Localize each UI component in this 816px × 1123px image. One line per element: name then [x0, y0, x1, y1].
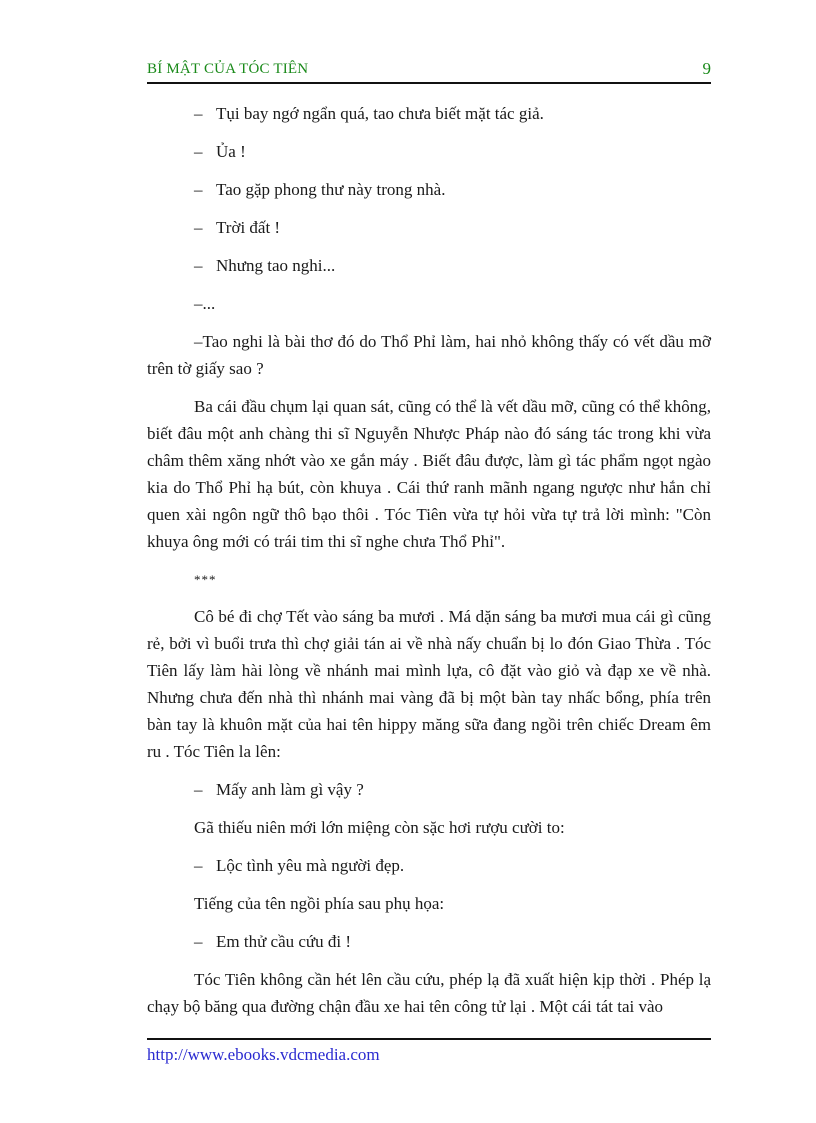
dialogue-line — [194, 138, 711, 165]
dialogue-text: Mấy anh làm gì vậy ? — [216, 780, 364, 799]
dash: – — [194, 180, 203, 199]
dialogue-line — [194, 252, 711, 279]
dialogue-text: Tụi bay ngớ ngẩn quá, tao chưa biết mặt tác giả. — [216, 104, 544, 123]
paragraph: Ba cái đầu chụm lại quan sát, cũng có thể là vết dầu mỡ, cũng có thể không, biết đâu một anh chàng thi sĩ Nguyễn Nhược Pháp nào đó sáng tác trong khi vừa châm thêm xăng nhớt vào xe gắn máy . Biết đâu được, làm gì tác phẩm ngọt ngào kia do Thổ Phỉ hạ bút, còn khuya . Cái thứ ranh mãnh ngang ngược như hắn chỉ quen xài ngôn ngữ thô bạo thôi . Tóc Tiên vừa tự hỏi vừa tự trả lời mình: "Còn khuya ông mới có trái tim thi sĩ nghe chưa Thổ Phỉ". — [147, 397, 711, 551]
dialogue-line — [194, 928, 711, 955]
dialogue-text: Nhưng tao nghi... — [216, 256, 336, 275]
page-header — [147, 60, 711, 84]
narration-line: Tiếng của tên ngồi phía sau phụ họa: — [194, 894, 445, 913]
dialogue-text: Trời đất ! — [216, 218, 281, 237]
dialogue-line — [194, 290, 711, 317]
section-break: *** — [194, 572, 217, 587]
paragraph: –Tao nghi là bài thơ đó do Thổ Phỉ làm, hai nhỏ không thấy có vết dầu mỡ trên tờ giấy sao ? — [147, 332, 711, 378]
narration-line: Gã thiếu niên mới lớn miệng còn sặc hơi rượu cười to: — [194, 818, 565, 837]
footer-link[interactable]: http://www.ebooks.vdcmedia.com — [147, 1045, 380, 1064]
dialogue-text: ... — [202, 294, 216, 313]
paragraph: Cô bé đi chợ Tết vào sáng ba mươi . Má dặn sáng ba mươi mua cái gì cũng rẻ, bởi vì buổi trưa thì chợ giải tán ai về nhà nấy chuẩn bị lo đón Giao Thừa . Tóc Tiên lấy làm hài lòng về nhánh mai mình lựa, cô đặt vào giỏ và đạp xe về nhà. Nhưng chưa đến nhà thì nhánh mai vàng đã bị một bàn tay nhấc bổng, phía trên bàn tay là khuôn mặt của hai tên hippy măng sữa đang ngồi trên chiếc Dream êm ru . Tóc Tiên la lên: — [147, 607, 711, 761]
dash: – — [194, 294, 203, 313]
page-footer — [147, 1038, 711, 1065]
dialogue-line — [194, 214, 711, 241]
book-title: BÍ MẬT CỦA TÓC TIÊN — [147, 61, 309, 77]
dialogue-line — [194, 776, 711, 803]
dialogue-text: Lộc tình yêu mà người đẹp. — [216, 856, 405, 875]
dash: – — [194, 780, 203, 799]
dash: – — [194, 932, 203, 951]
dash: – — [194, 256, 203, 275]
dialogue-line — [194, 100, 711, 127]
dialogue-line — [194, 176, 711, 203]
paragraph: Tóc Tiên không cần hét lên cầu cứu, phép lạ đã xuất hiện kịp thời . Phép lạ chạy bộ băng qua đường chận đầu xe hai tên công tử lại . Một cái tát tai vào — [147, 970, 711, 1016]
dash: – — [194, 142, 203, 161]
page-body — [147, 100, 711, 1031]
dialogue-text: Em thử cầu cứu đi ! — [216, 932, 352, 951]
dialogue-text: Tao gặp phong thư này trong nhà. — [216, 180, 446, 199]
dialogue-text: Ủa ! — [216, 142, 246, 161]
dash: – — [194, 218, 203, 237]
dash: – — [194, 856, 203, 875]
dash: – — [194, 104, 203, 123]
page-number: 9 — [702, 59, 711, 78]
dialogue-line — [194, 852, 711, 879]
